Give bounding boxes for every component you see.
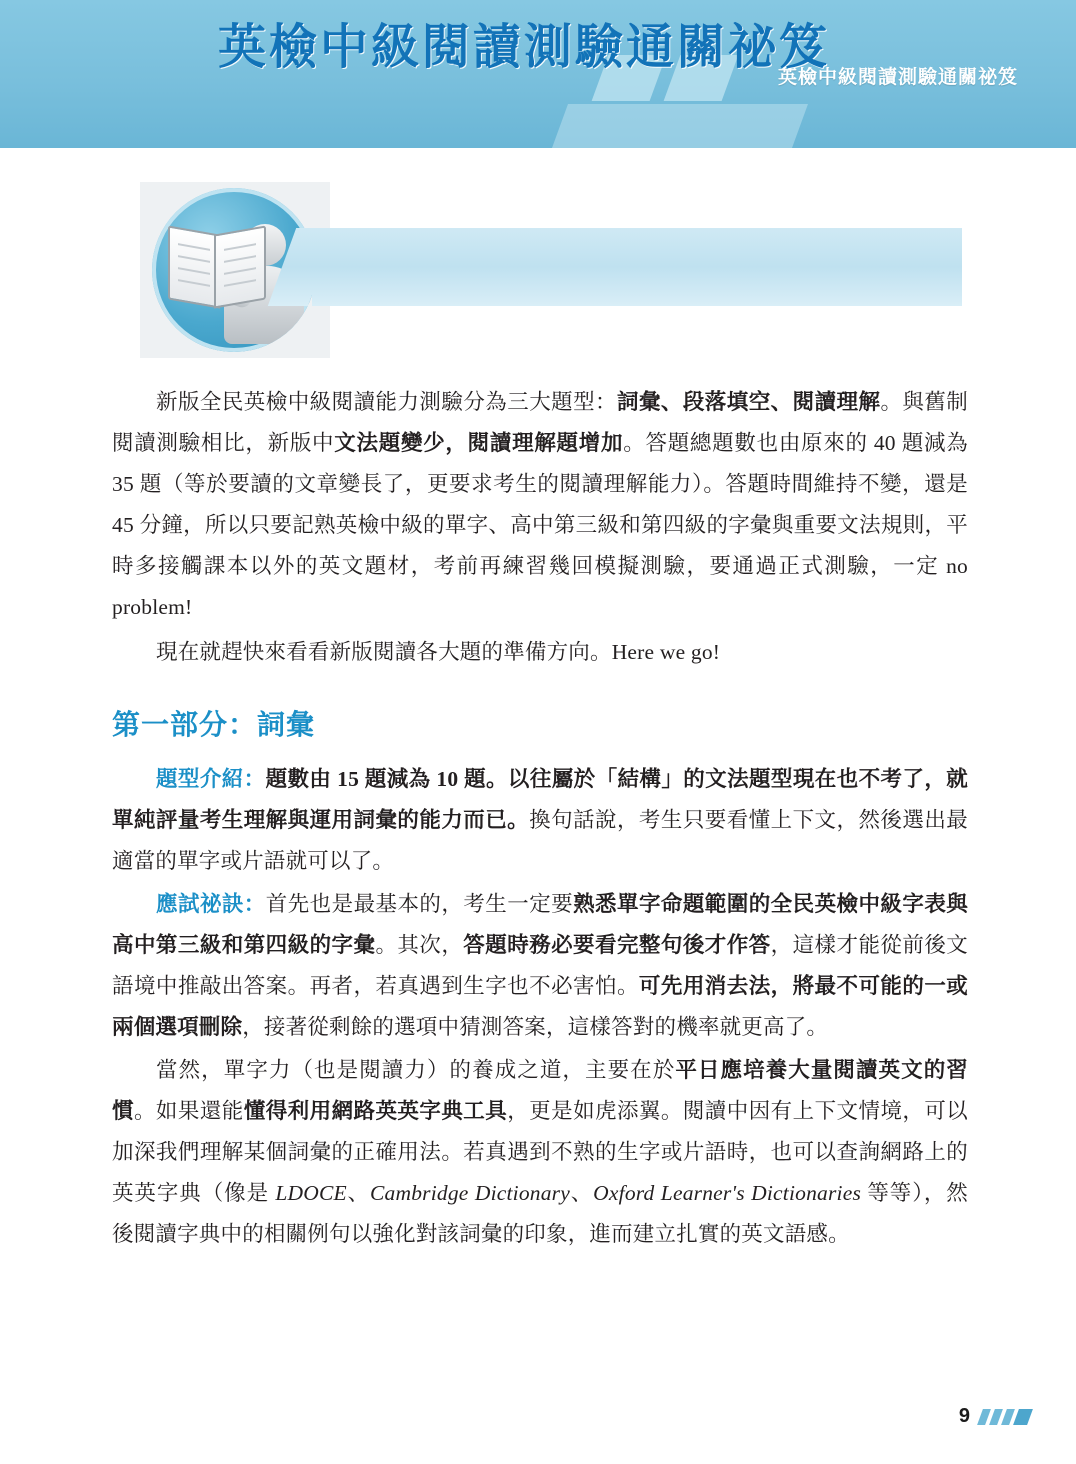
bold-tips-read-full-sentence: 答題時務必要看完整句後才作答 [463,933,771,957]
chapter-title-block [132,228,962,306]
text-habit-d: ，更是如虎添翼。閱讀中因有上下文情境，可以加深我們理解某個詞彙的正確用法。若真遇到不熟的生字或片語時，也可以查詢網路上的英英字典（像是 [112,1099,969,1205]
bold-habit-daily-reading: 平日應培養大量閱讀英文的習慣 [112,1058,968,1123]
separator-2: 、 [570,1181,594,1205]
bold-question-type-detail: 題數由 15 題減為 10 題。以往屬於「結構」的文法題型現在也不考了，就單純評量考生理解與運用詞彙的能力而已。 [112,767,968,832]
text-habit-c: 。如果還能 [133,1099,244,1123]
article-body [112,382,968,1259]
paragraph-intro: 新版全民英檢中級閱讀能力測驗分為三大題型：詞彙、段落填空、閱讀理解。與舊制閱讀測驗相比，新版中文法題變少，閱讀理解題增加。答題總題數也由原來的 40 題減為 35 題（等於要讀的文章變長了，更要求考生的閱讀理解能力）。答題時間維持不變，還是 45 分鐘，所以只要記熟英檢中級的單字、高中第三級和第四級的字彙與重要文法規則，平時多接觸課本以外的英文題材，考前再練習幾回模擬測驗，要通過正式測驗，一定 no problem! [112,390,968,619]
text-tips-d: ，這樣才能從前後文語境中推敲出答案。再者，若真遇到生字也不必害怕。 [112,933,968,998]
header-slash-shape-3 [552,104,808,148]
paragraph-exam-tips [112,884,968,1048]
text-habit-e: 等等），然後閱讀字典中的相關例句以強化對該詞彙的印象，進而建立扎實的英文語感。 [112,1181,969,1246]
text-tips-e: ，接著從剩餘的選項中猜測答案，這樣答對的機率就更高了。 [242,1015,829,1039]
dictionary-name-cambridge: Cambridge Dictionary [369,1181,570,1205]
page-number: 9 [958,1405,970,1427]
text-tips-a: 首先也是最基本的，考生一定要 [265,892,574,916]
dictionary-name-ldoce: LDOCE [275,1181,347,1205]
paragraph-question-type-intro [112,759,968,882]
paragraph-here-we-go: 現在就趕快來看看新版閱讀各大題的準備方向。Here we go! [156,640,721,664]
dictionary-name-oxford: Oxford Learner's Dictionaries [593,1181,862,1205]
footer-decoration-bars [977,1409,1033,1425]
title-banner-bar [312,228,962,306]
bold-phrase-grammar-change: 文法題變少，閱讀理解題增加 [334,431,624,455]
bold-tips-vocabulary-scope: 熟悉單字命題範圍的全民英檢中級字表與高中第三級和第四級的字彙 [112,892,968,957]
text-question-type-rest: 換句話說，考生只要看懂上下文，然後選出最適當的單字或片語就可以了。 [112,808,968,873]
bold-tips-elimination: 可先用消去法，將最不可能的一或兩個選項刪除 [112,974,968,1039]
text-habit-a: 當然，單字力（也是閱讀力）的養成之道，主要在於 [156,1058,676,1082]
text-tips-c: 。其次， [375,933,464,957]
page-footer [959,1405,1030,1428]
label-exam-tips: 應試祕訣： [156,892,266,916]
header-running-title: 英檢中級閱讀測驗通關祕笈 [777,67,1018,88]
paragraph-vocabulary-habit [112,1050,968,1255]
separator-1: 、 [346,1181,370,1205]
label-question-type-intro: 題型介紹： [156,767,266,791]
section-heading-part-one: 第一部分：詞彙 [112,710,316,741]
bold-phrase-question-types: 詞彙、段落填空、閱讀理解 [617,390,881,414]
page-title: 英檢中級閱讀測驗通關祕笈 [218,21,831,74]
bold-habit-online-dictionary: 懂得利用網路英英字典工具 [243,1099,508,1123]
